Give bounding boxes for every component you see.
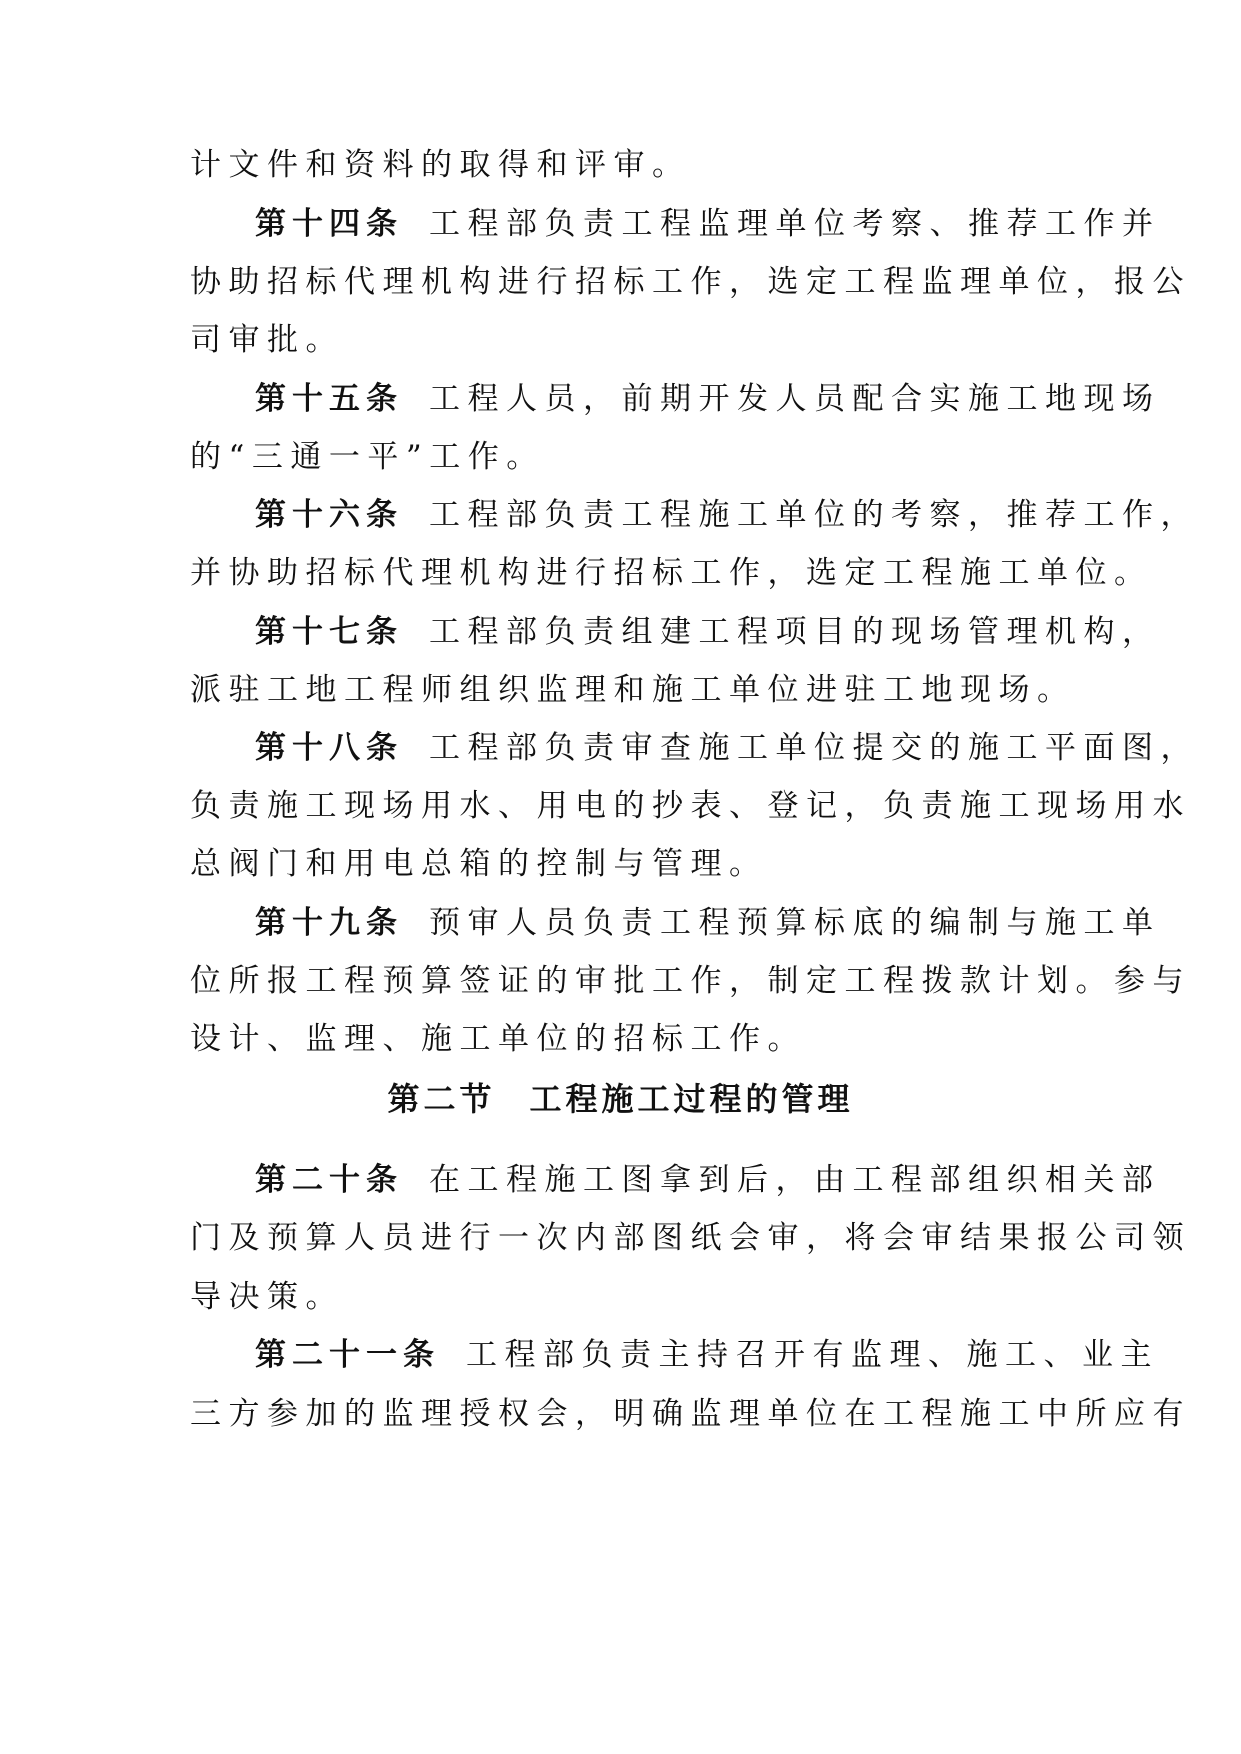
text-line: 负责施工现场用水、用电的抄表、登记，负责施工现场用水 — [190, 788, 1191, 824]
article-19-label: 第十九条 — [255, 905, 403, 941]
text-line: 的“三通一平”工作。 — [190, 439, 545, 475]
article-20-text: 在工程施工图拿到后，由工程部组织相关部 — [429, 1162, 1161, 1198]
section-heading — [0, 1078, 1241, 1120]
section-number: 第二节 — [387, 1080, 496, 1118]
article-18-line-1 — [255, 728, 1199, 768]
text-line: 设计、监理、施工单位的招标工作。 — [190, 1021, 806, 1057]
article-16-text: 工程部负责工程施工单位的考察，推荐工作， — [429, 497, 1199, 533]
article-16-label: 第十六条 — [255, 497, 403, 533]
article-14-text: 工程部负责工程监理单位考察、推荐工作并 — [429, 206, 1161, 242]
article-16-line-1 — [255, 495, 1199, 535]
article-14-label: 第十四条 — [255, 206, 403, 242]
text-line: 总阀门和用电总箱的控制与管理。 — [190, 846, 768, 882]
text-line: 导决策。 — [190, 1279, 344, 1315]
article-21-line-1 — [255, 1335, 1159, 1375]
article-17-line-1 — [255, 612, 1161, 652]
text-line: 计文件和资料的取得和评审。 — [190, 147, 691, 183]
text-line: 协助招标代理机构进行招标工作，选定工程监理单位，报公 — [190, 264, 1191, 300]
text-line: 派驻工地工程师组织监理和施工单位进驻工地现场。 — [190, 672, 1076, 708]
article-15-text: 工程人员，前期开发人员配合实施工地现场 — [429, 381, 1161, 417]
article-15-line-1 — [255, 379, 1161, 419]
article-17-text: 工程部负责组建工程项目的现场管理机构， — [429, 614, 1161, 650]
text-line: 司审批。 — [190, 322, 344, 358]
article-19-text: 预审人员负责工程预算标底的编制与施工单 — [429, 905, 1161, 941]
text-line: 位所报工程预算签证的审批工作，制定工程拨款计划。参与 — [190, 963, 1191, 999]
article-20-line-1 — [255, 1160, 1161, 1200]
article-14-line-1 — [255, 204, 1161, 244]
article-17-label: 第十七条 — [255, 614, 403, 650]
article-19-line-1 — [255, 903, 1161, 943]
article-21-text: 工程部负责主持召开有监理、施工、业主 — [466, 1337, 1159, 1373]
text-line: 门及预算人员进行一次内部图纸会审，将会审结果报公司领 — [190, 1220, 1191, 1256]
section-title: 工程施工过程的管理 — [529, 1080, 854, 1118]
article-20-label: 第二十条 — [255, 1162, 403, 1198]
text-line: 三方参加的监理授权会，明确监理单位在工程施工中所应有 — [190, 1396, 1191, 1432]
article-15-label: 第十五条 — [255, 381, 403, 417]
article-18-text: 工程部负责审查施工单位提交的施工平面图， — [429, 730, 1199, 766]
article-18-label: 第十八条 — [255, 730, 403, 766]
text-line: 并协助招标代理机构进行招标工作，选定工程施工单位。 — [190, 555, 1153, 591]
article-21-label: 第二十一条 — [255, 1337, 440, 1373]
